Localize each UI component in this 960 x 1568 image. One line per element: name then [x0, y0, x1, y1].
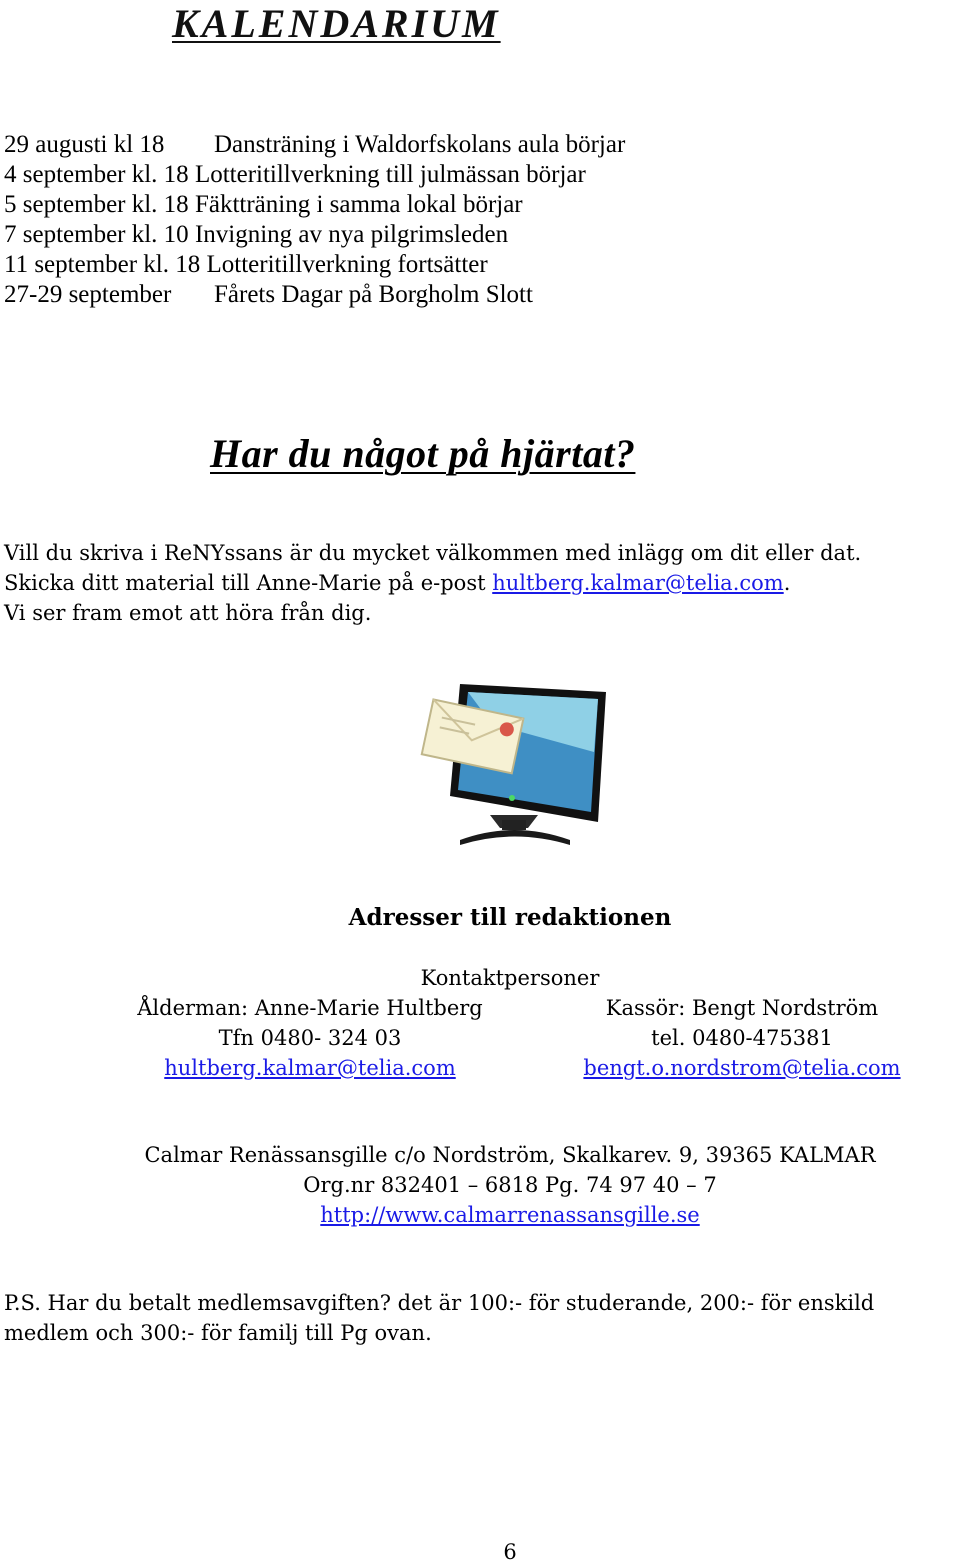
calendar-date: 11 september kl. 18: [4, 251, 201, 278]
intro-line-2: [4, 568, 861, 598]
intro-line-2-text: Skicka ditt material till Anne-Marie på e-post: [4, 571, 493, 595]
alderman-contact: [0, 993, 620, 1083]
alderman-email-link[interactable]: hultberg.kalmar@telia.com: [164, 1056, 456, 1080]
address-line-2: Org.nr 832401 – 6818 Pg. 74 97 40 – 7: [303, 1173, 717, 1197]
page-number: 6: [503, 1540, 517, 1564]
intro-line-1: Vill du skriva i ReNYssans är du mycket välkommen med inlägg om dit eller dat.: [4, 541, 862, 565]
kassor-email-link[interactable]: bengt.o.nordstrom@telia.com: [583, 1056, 901, 1080]
kassor-contact: [548, 993, 936, 1083]
contacts-heading: Kontaktpersoner: [420, 966, 600, 990]
addresses-title: Adresser till redaktionen: [348, 904, 672, 931]
calendar-row: [4, 160, 625, 190]
kassor-name: Kassör: Bengt Nordström: [605, 996, 879, 1020]
calendar-row: [4, 280, 625, 310]
alderman-name: Ålderman: Anne-Marie Hultberg: [137, 996, 483, 1020]
calendar-date: 4 september kl. 18: [4, 161, 189, 188]
website-link[interactable]: http://www.calmarrenassansgille.se: [320, 1203, 700, 1227]
heart-heading: Har du något på hjärtat?: [210, 431, 636, 476]
page-title: KALENDARIUM: [172, 1, 501, 46]
calendar-event: Fäktträning i samma lokal börjar: [194, 191, 523, 218]
address-line-1: Calmar Renässansgille c/o Nordström, Skalkarev. 9, 39365 KALMAR: [144, 1143, 876, 1167]
calendar-date: 5 september kl. 18: [4, 191, 189, 218]
calendar-event: Fårets Dagar på Borgholm Slott: [214, 281, 533, 308]
calendar-list: [4, 130, 625, 310]
ps-note: P.S. Har du betalt medlemsavgiften? det är 100:- för studerande, 200:- för enskild medlem och 300:- för familj till Pg ovan.: [4, 1291, 875, 1345]
calendar-event: Dansträning i Waldorfskolans aula börjar: [214, 131, 626, 158]
kassor-phone: tel. 0480-475381: [651, 1026, 833, 1050]
calendar-event: Lotteritillverkning fortsätter: [206, 251, 488, 278]
intro-text: [4, 538, 861, 628]
calendar-date: 27-29 september: [4, 281, 172, 308]
intro-line-2-end: .: [783, 571, 791, 595]
alderman-phone: Tfn 0480- 324 03: [218, 1026, 402, 1050]
calendar-row: [4, 250, 625, 280]
calendar-row: [4, 130, 625, 160]
calendar-row: [4, 220, 625, 250]
calendar-row: [4, 190, 625, 220]
guild-address: [0, 1140, 960, 1230]
calendar-date: 29 augusti kl 18: [4, 131, 165, 158]
intro-line-3: Vi ser fram emot att höra från dig.: [4, 601, 372, 625]
calendar-date: 7 september kl. 10: [4, 221, 189, 248]
calendar-event: Lotteritillverkning till julmässan börjar: [194, 161, 586, 188]
calendar-event: Invigning av nya pilgrimsleden: [194, 221, 509, 248]
mail-monitor-icon: [420, 680, 620, 854]
editor-email-link[interactable]: hultberg.kalmar@telia.com: [492, 571, 784, 595]
